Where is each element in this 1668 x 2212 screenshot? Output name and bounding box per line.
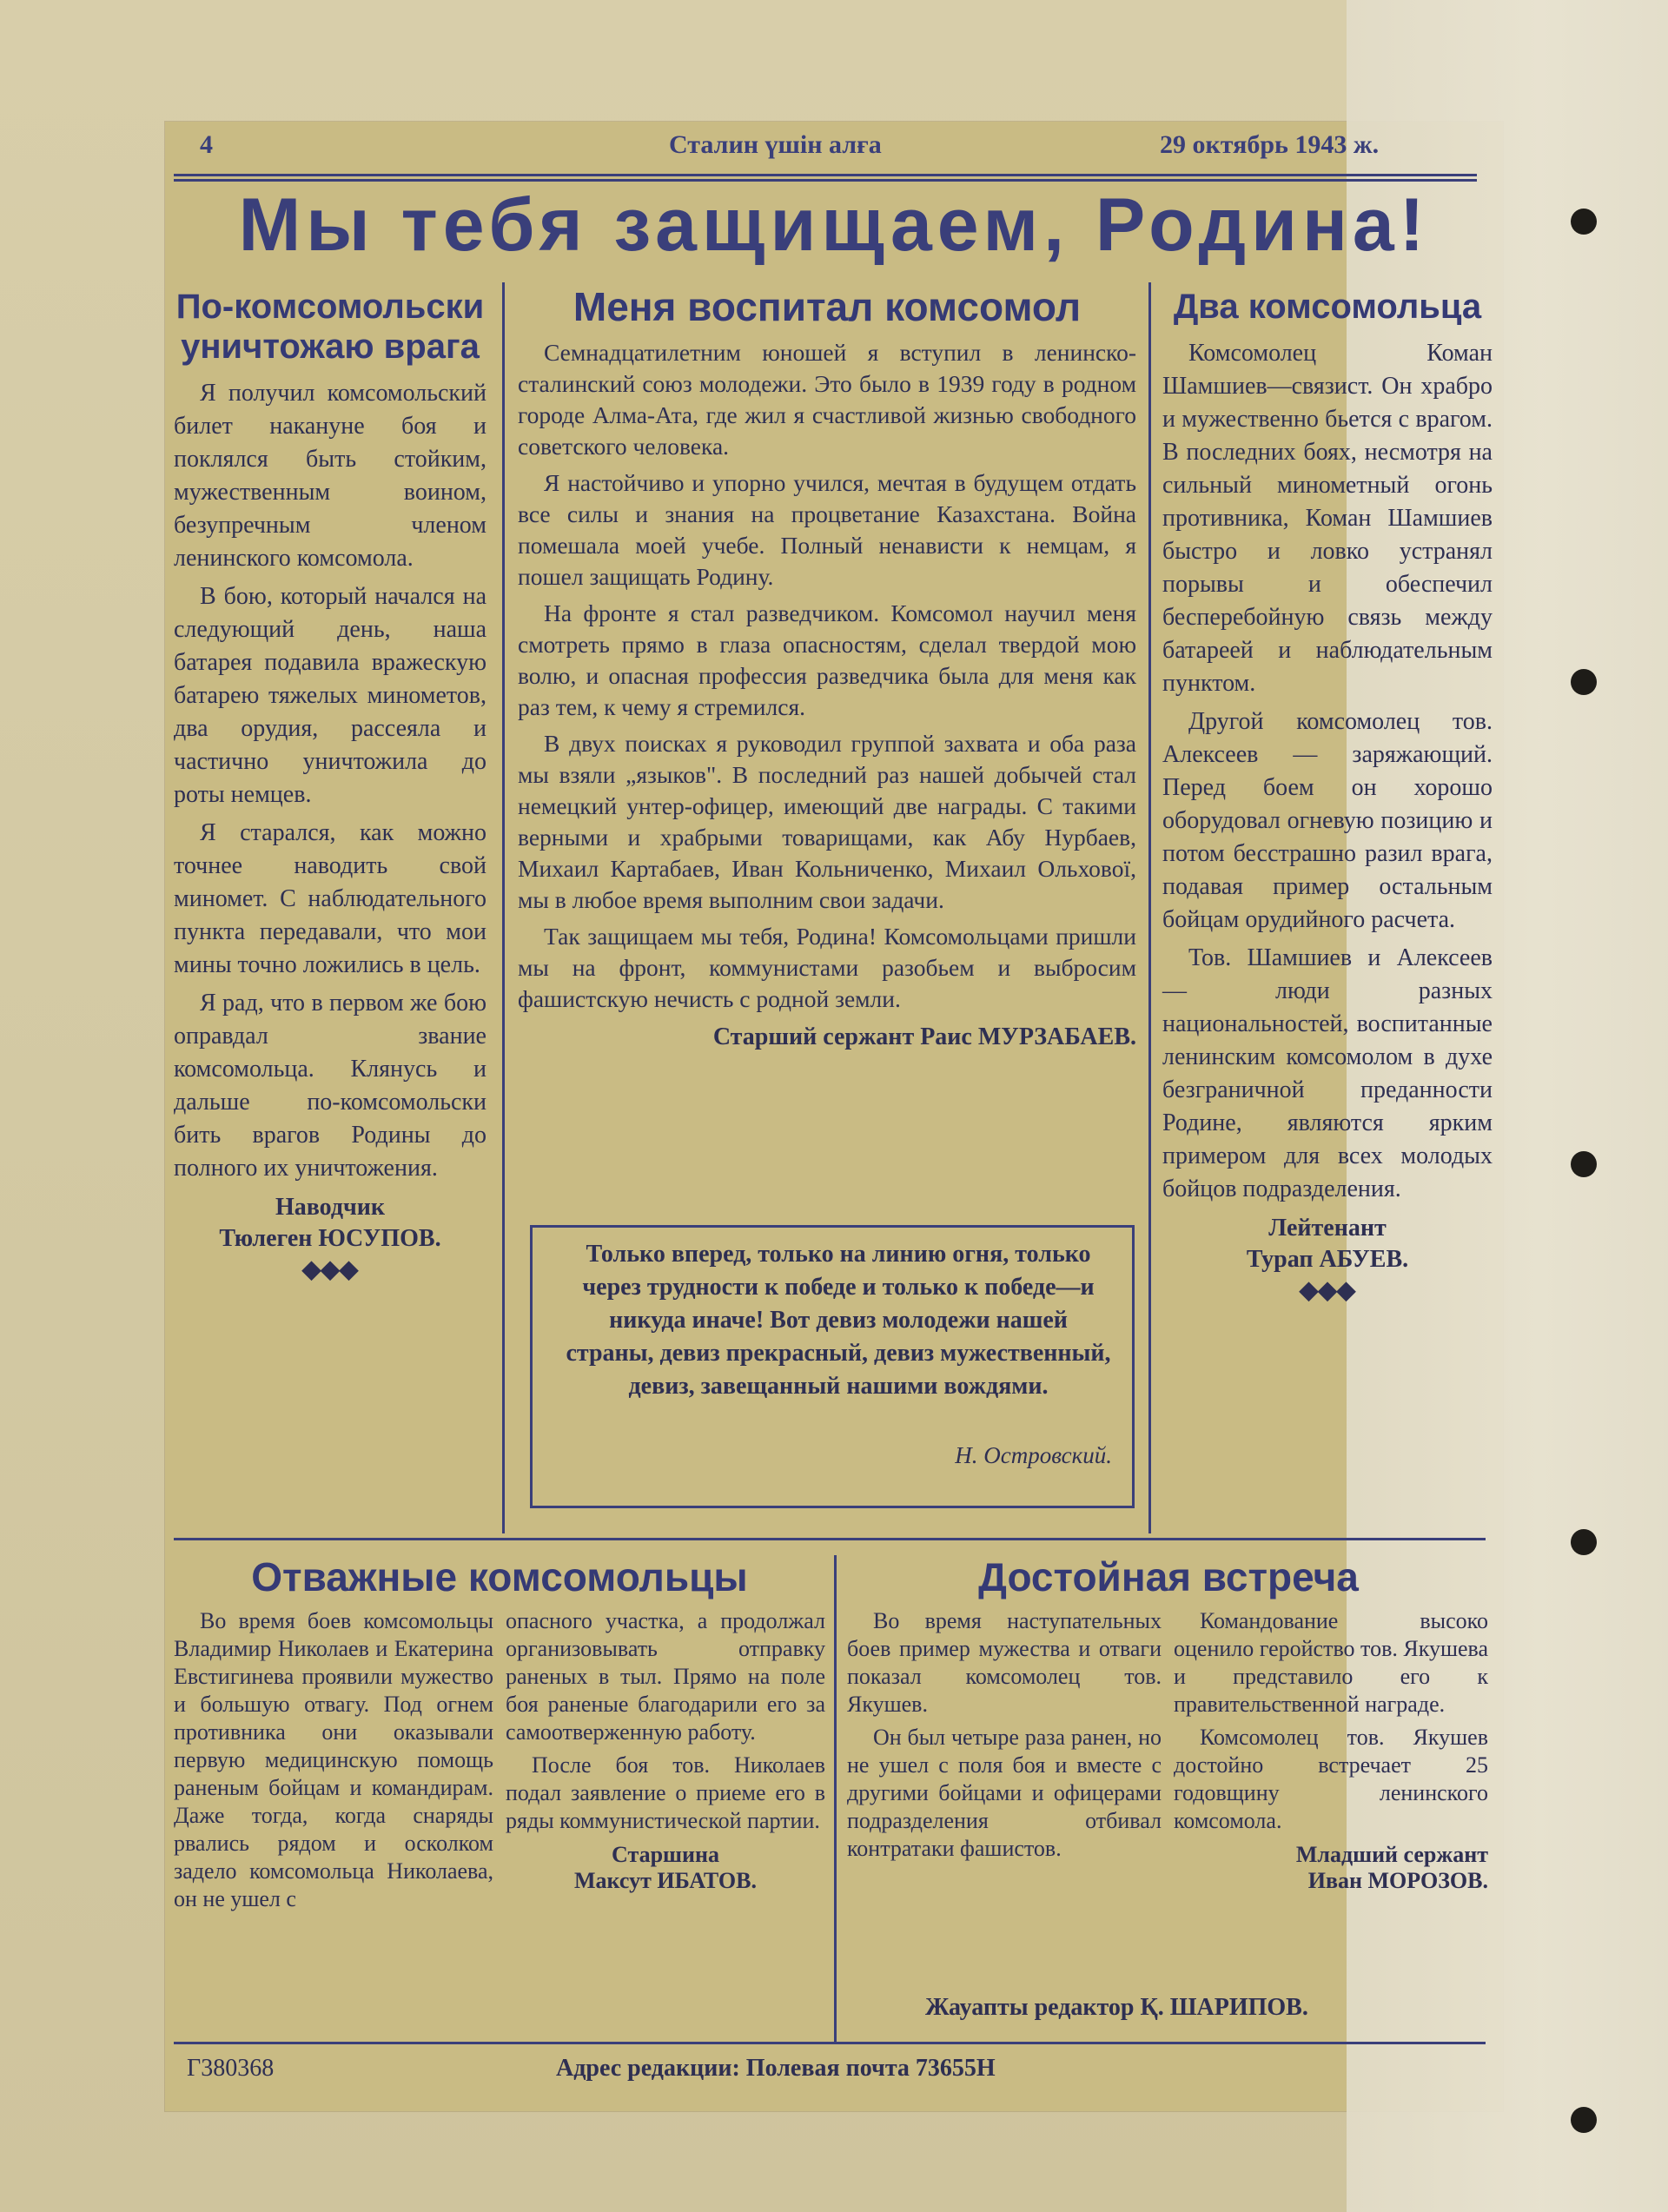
article-column — [1174, 1607, 1488, 1894]
author-rank: Младший сержант — [1295, 1842, 1488, 1867]
article-left — [174, 287, 486, 1286]
author-name: Турап АБУЕВ. — [1246, 1246, 1409, 1273]
article-paragraph: Тов. Шамшиев и Алексеев — люди разных национальностей, воспитанные ленинским комсомолом в духе безграничной преданности Родине, являются ярким примером для всех молодых бойцов подразделения. — [1162, 944, 1493, 1202]
article-title: Два комсомольца — [1173, 288, 1482, 326]
ornament: ◆◆◆ — [1299, 1277, 1356, 1304]
article-paragraph: Во время наступательных боев пример мужества и отваги показал комсомолец тов. Якушев. — [847, 1608, 1162, 1717]
article-column — [847, 1607, 1162, 1894]
article-paragraph: Комсомолец тов. Якушев достойно встречает 25 годовщину ленинского комсомола. — [1174, 1725, 1488, 1833]
punch-hole — [1571, 1529, 1597, 1555]
quote-author: Н. Островский. — [955, 1442, 1112, 1468]
article-bottom-right — [847, 1554, 1490, 1894]
article-center — [518, 284, 1136, 1053]
article-column — [174, 1607, 493, 1918]
article-paragraph: опасного участка, а продолжал организовывать отправку раненых в тыл. Прямо на поле боя раненые благодарили его за самоотверженную работу. — [506, 1608, 825, 1745]
editor-line: Жауапты редактор Қ. ШАРИПОВ. — [925, 1994, 1308, 2021]
article-bottom-left — [174, 1554, 825, 1918]
article-paragraph: Командование высоко оценило геройство тов. Якушева и представило его к правительственной награде. — [1174, 1608, 1488, 1717]
print-code: Г380368 — [187, 2055, 275, 2082]
page-banner: Мы тебя защищаем, Родина! — [238, 183, 1430, 267]
article-paragraph: Семнадцатилетним юношей я вступил в ленинско-сталинский союз молодежи. Это было в 1939 году в родном городе Алма-Ата, где жил я счастливой жизнью свободного советского человека. — [518, 339, 1136, 460]
article-paragraph: Так защищаем мы тебя, Родина! Комсомольцами пришли мы на фронт, коммунистами разобьем и выбросим фашистскую нечисть с родной земли. — [518, 923, 1136, 1012]
author-name: Иван МОРОЗОВ. — [1307, 1868, 1488, 1893]
article-paragraph: Я настойчиво и упорно учился, мечтая в будущем отдать все силы и знания на процветание Казахстана. Война помешала моей учебе. Полный ненависти к немцам, я пошел защищать Родину. — [518, 469, 1136, 590]
issue-date: 29 октябрь 1943 ж. — [1160, 130, 1380, 159]
article-paragraph: В бою, который начался на следующий день, наша батарея подавила вражескую батарею тяжелых минометов, два орудия, рассеяла и частично уничтожила до роты немцев. — [174, 583, 486, 808]
article-paragraph: Комсомолец Коман Шамшиев—связист. Он храбро и мужественно бьется с врагом. В последних боях, несмотря на сильный минометный огонь противника, Коман Шамшиев быстро и ловко устранял порывы и обеспечил бесперебойную связь между батареей и наблюдательным пунктом. — [1162, 340, 1493, 697]
article-paragraph: Я старался, как можно точнее наводить свой миномет. С наблюдательного пункта передавали, что мои мины точно ложились в цель. — [174, 819, 486, 978]
punch-hole — [1571, 1151, 1597, 1177]
newspaper-name: Сталин үшін алға — [669, 130, 882, 159]
article-title: Отважные комсомольцы — [251, 1554, 748, 1599]
article-paragraph: После боя тов. Николаев подал заявление о приеме его в ряды коммунистической партии. — [506, 1752, 825, 1833]
quote-text: Только вперед, только на линию огня, только через трудности к победе и только к победе—и никуда иначе! Вот девиз молодежи нашей страны, девиз прекрасный, девиз мужественный, девиз, завещанный нашими вождями. — [566, 1241, 1111, 1400]
article-title: По-комсомольски уничтожаю врага — [175, 288, 485, 366]
article-paragraph: Он был четыре раза ранен, но не ушел с поля боя и вместе с другими бойцами и офицерами подразделения отбивал контратаки фашистов. — [847, 1725, 1162, 1861]
article-title: Меня воспитал комсомол — [573, 284, 1082, 329]
article-paragraph: Я рад, что в первом же бою оправдал звание комсомольца. Клянусь и дальше по-комсомольски бить врагов Родины до полного их уничтожения. — [174, 990, 486, 1182]
column-rule — [502, 282, 505, 1533]
article-paragraph: В двух поисках я руководил группой захвата и оба раза мы взяли „языков". В последний раз нашей добычей стал немецкий унтер-офицер, имеющий две награды. С такими верными и храбрыми товарищами, как Абу Нурбаев, Михаил Картабаев, Иван Кольниченко, Михаил Ольхової, мы в любое время выполним свои задачи. — [518, 730, 1136, 913]
author-name: Максут ИБАТОВ. — [574, 1868, 757, 1893]
editorial-address: Адрес редакции: Полевая почта 73655Н — [556, 2055, 996, 2082]
masthead-rule — [174, 179, 1477, 182]
punch-hole — [1571, 669, 1597, 695]
article-paragraph: Другой комсомолец тов. Алексеев — заряжающий. Перед боем он хорошо оборудовал огневую позицию и потом бесстрашно разил врага, подавая пример остальным бойцам орудийного расчета. — [1162, 708, 1493, 933]
punch-hole — [1571, 2107, 1597, 2133]
page-number: 4 — [200, 130, 213, 159]
article-column — [506, 1607, 825, 1918]
article-right — [1162, 287, 1493, 1307]
masthead-rule — [174, 174, 1477, 176]
author-rank: Лейтенант — [1268, 1215, 1387, 1242]
author-rank: Старшина — [612, 1842, 719, 1867]
article-paragraph: Я получил комсомольский билет накануне боя и поклялся быть стойким, мужественным воином, безупречным членом ленинского комсомола. — [174, 380, 486, 572]
article-paragraph: На фронте я стал разведчиком. Комсомол научил меня смотреть прямо в глаза опасностям, сделал твердой мою волю, и опасная профессия разведчика была для меня как раз тем, к чему я стремился. — [518, 599, 1136, 720]
author-rank: Наводчик — [275, 1194, 386, 1221]
article-title: Достойная встреча — [978, 1554, 1359, 1599]
section-rule — [174, 1538, 1486, 1540]
column-rule — [834, 1555, 837, 2042]
author-signature: Старший сержант Раис МУРЗАБАЕВ. — [712, 1023, 1136, 1050]
column-rule — [1148, 282, 1151, 1533]
author-name: Тюлеген ЮСУПОВ. — [219, 1225, 441, 1252]
article-paragraph: Во время боев комсомольцы Владимир Николаев и Екатерина Евстигинева проявили мужество и большую отвагу. Под огнем противника они оказывали первую медицинскую помощь раненым бойцам и командирам. Даже тогда, когда снаряды рвались рядом и осколком задело комсомольца Николаева, он не ушел с — [174, 1608, 493, 1911]
footer-rule — [174, 2042, 1486, 2044]
ornament: ◆◆◆ — [301, 1256, 359, 1283]
